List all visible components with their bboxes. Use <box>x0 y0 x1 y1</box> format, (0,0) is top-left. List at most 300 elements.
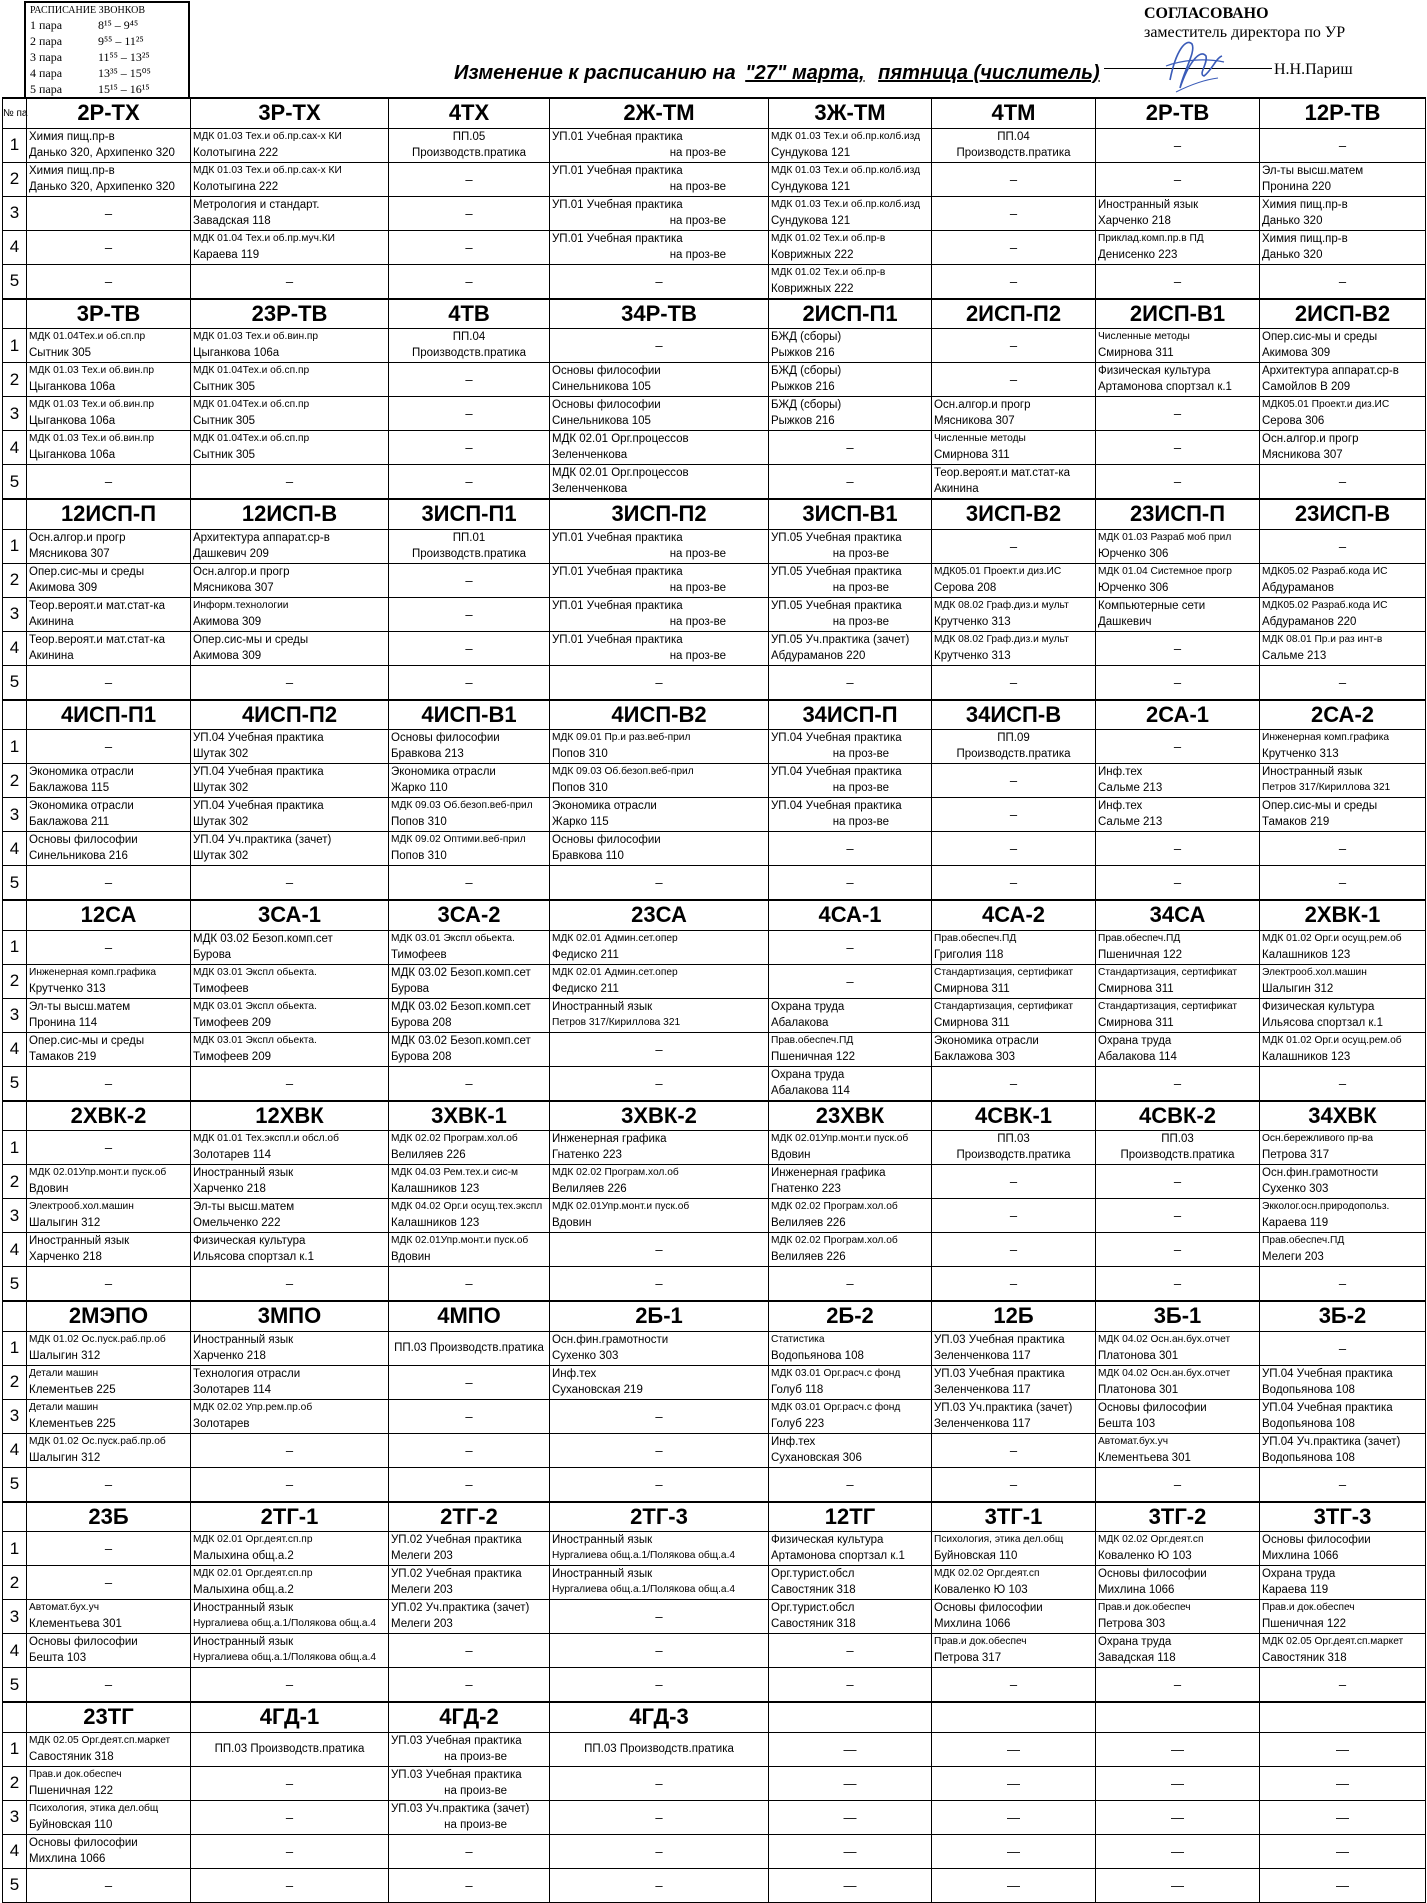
teacher-room: на проз-ве <box>832 581 889 594</box>
pair-row <box>3 631 1426 665</box>
teacher-room: Бешта 103 <box>29 1652 87 1664</box>
empty-slot: – <box>1173 1208 1182 1223</box>
teacher-room: Зеленченкова 117 <box>934 1417 1031 1430</box>
schedule-cell <box>27 1800 191 1834</box>
subject-name: Экономика отрасли <box>29 800 134 812</box>
subject-name: УП.02 Учебная практика <box>391 1534 522 1546</box>
teacher-room: Золотарев 114 <box>193 1383 272 1396</box>
schedule-cell <box>389 665 550 700</box>
empty-slot: – <box>285 1276 294 1291</box>
schedule-cell <box>389 431 550 465</box>
group-name: 34СА <box>1096 900 1260 930</box>
schedule-cell <box>389 930 550 964</box>
subject-name: Инф.тех <box>771 1435 816 1448</box>
subject-name: УП.03 Учебная практика <box>934 1367 1065 1380</box>
schedule-cell <box>769 329 932 363</box>
empty-slot: – <box>1338 1476 1347 1492</box>
group-name <box>1096 1702 1260 1732</box>
schedule-cell <box>1260 1131 1426 1165</box>
pair-number: 5 <box>3 866 27 901</box>
subject-name: Осн.алгор.и прогр <box>1262 433 1359 445</box>
schedule-cell <box>550 597 769 631</box>
empty-slot: – <box>465 674 473 690</box>
teacher-room: Серова 306 <box>1262 415 1325 427</box>
subject-name: МДК 01.02 Ос.пуск.раб.пр.об <box>29 1435 166 1447</box>
empty-slot: – <box>655 1075 663 1091</box>
schedule-cell <box>1260 162 1426 196</box>
schedule-cell <box>769 162 932 196</box>
empty-slot: – <box>285 1476 294 1492</box>
schedule-cell <box>769 1032 932 1066</box>
subject-name: ПП.03 <box>997 1133 1030 1145</box>
group-name: 3ИСП-П2 <box>550 499 769 529</box>
empty-slot: – <box>465 875 473 890</box>
bell-pair: 4 пара <box>30 66 63 80</box>
teacher-room: Коваленко Ю 103 <box>934 1584 1028 1596</box>
empty-slot: – <box>465 372 473 387</box>
schedule-cell <box>769 1199 932 1233</box>
schedule-cell <box>769 264 932 299</box>
teacher-room: Смирнова 311 <box>934 982 1010 995</box>
empty-slot: – <box>846 973 854 989</box>
subject-name: Экономика отрасли <box>29 766 134 778</box>
schedule-cell <box>550 162 769 196</box>
empty-slot: – <box>846 1677 854 1692</box>
subject-name: МДК 03.01 Экспл обьекта. <box>193 1000 317 1012</box>
title-date: "27" марта, <box>745 62 865 84</box>
empty-slot: – <box>1338 875 1347 890</box>
subject-name: Прав.и док.обеспеч <box>29 1768 122 1780</box>
schedule-cell <box>27 764 191 798</box>
subject-name: МДК 01.02 Тех.и об.пр-в <box>771 266 886 278</box>
empty-slot: – <box>655 1476 663 1492</box>
empty-slot: – <box>846 939 854 955</box>
subject-name: Прав.и док.обеспеч <box>1262 1602 1355 1613</box>
group-name: 34ИСП-В <box>932 700 1096 730</box>
subject-name: Стандартизация, сертификат <box>1098 966 1238 978</box>
teacher-room: Голуб 118 <box>771 1383 824 1396</box>
subject-name: МДК 09.02 Оптими.веб-прил <box>391 834 526 845</box>
subject-name: МДК 04.02 Осн.ан.бух.отчет <box>1098 1333 1231 1345</box>
bell-row <box>30 81 184 97</box>
empty-slot: — <box>843 1809 857 1825</box>
group-name: 4ИСП-П1 <box>27 700 191 730</box>
pair-row <box>3 730 1426 764</box>
teacher-room: Сухановская 219 <box>552 1383 643 1396</box>
empty-slot: – <box>1009 841 1018 856</box>
bell-pair: 3 пара <box>30 50 63 64</box>
subject-name: Основы философии <box>29 834 138 846</box>
empty-slot: – <box>1338 1340 1347 1356</box>
schedule-cell <box>191 431 389 465</box>
group-name: 12ХВК <box>191 1101 389 1131</box>
subject-name: УП.01 Учебная практика <box>552 164 683 177</box>
schedule-cell <box>191 597 389 631</box>
pair-number: 1 <box>3 1532 27 1566</box>
subject-name: МДК 09.03 Об.безоп.веб-прил <box>552 766 694 777</box>
schedule-cell <box>932 1199 1096 1233</box>
schedule-cell <box>27 1732 191 1766</box>
schedule-cell <box>932 1131 1096 1165</box>
empty-slot: – <box>1173 1476 1182 1492</box>
teacher-room: Синельникова 105 <box>552 381 651 393</box>
subject-name: Информ.технологии <box>193 599 289 611</box>
pair-row <box>3 465 1426 500</box>
pair-number: 2 <box>3 1165 27 1199</box>
schedule-cell <box>550 1732 769 1766</box>
empty-slot: – <box>655 1877 663 1893</box>
teacher-room: Савостяник 318 <box>29 1750 114 1763</box>
empty-slot: – <box>104 205 113 221</box>
empty-slot: – <box>1009 773 1018 788</box>
schedule-cell <box>191 1267 389 1302</box>
teacher-room: Бравкова 213 <box>391 748 464 760</box>
schedule-cell <box>932 1365 1096 1399</box>
teacher-room: Платонова 301 <box>1098 1349 1179 1362</box>
schedule-cell <box>769 764 932 798</box>
schedule-cell <box>932 1433 1096 1467</box>
subject-name: УП.05 Учебная практика <box>771 565 902 578</box>
schedule-cell <box>550 832 769 866</box>
group-name: 3Б-2 <box>1260 1301 1426 1331</box>
subject-name: МДК 01.03 Тех.и об.пр.колб.изд <box>771 130 921 142</box>
subject-name: МДК 01.02 Тех.и об.пр-в <box>771 232 886 244</box>
teacher-room: Велиляев 226 <box>552 1183 627 1195</box>
schedule-cell <box>389 1566 550 1600</box>
schedule-cell <box>769 397 932 431</box>
empty-slot: — <box>1007 1809 1020 1825</box>
empty-slot: – <box>1173 1075 1182 1091</box>
teacher-room: Вдовин <box>771 1149 811 1161</box>
title-suffix: пятница (числитель) <box>878 62 1100 84</box>
pair-number: 1 <box>3 1732 27 1766</box>
pair-number: 3 <box>3 397 27 431</box>
schedule-cell <box>550 998 769 1032</box>
pair-number: 3 <box>3 196 27 230</box>
teacher-room: Зеленченкова <box>552 449 628 461</box>
teacher-room: Караева 119 <box>193 248 260 261</box>
subject-name: Охрана труда <box>1098 1034 1172 1047</box>
schedule-cell <box>1260 230 1426 264</box>
subject-name: МДК 04.02 Осн.ан.бух.отчет <box>1098 1367 1231 1379</box>
subject-name: Иностранный язык <box>1098 198 1199 211</box>
subject-name: Основы философии <box>1262 1534 1371 1546</box>
approval-position: заместитель директора по УР <box>1144 24 1346 41</box>
schedule-cell <box>550 1634 769 1668</box>
subject-name: МДК 01.04Тех.и об.сп.пр <box>193 365 310 376</box>
schedule-cell <box>27 832 191 866</box>
subject-name: ПП.03 <box>1161 1133 1194 1145</box>
schedule-cell <box>1260 764 1426 798</box>
teacher-room: Нургалиева общ.а.1/Полякова общ.а.4 <box>552 1584 736 1595</box>
schedule-cell <box>389 1634 550 1668</box>
empty-slot: – <box>1009 875 1018 890</box>
schedule-cell <box>191 1868 389 1902</box>
group-name: 2ИСП-В2 <box>1260 299 1426 329</box>
teacher-room: Коврижных 222 <box>771 248 854 261</box>
subject-name: Численные методы <box>1098 331 1190 342</box>
schedule-cell <box>389 196 550 230</box>
subject-name: Архитектура аппарат.ср-в <box>1262 365 1399 377</box>
teacher-room: Харченко 218 <box>193 1183 266 1195</box>
schedule-cell <box>769 1834 932 1868</box>
subject-name: Охрана труда <box>771 1068 845 1081</box>
subject-name: Опер.сис-мы и среды <box>1262 800 1378 812</box>
schedule-cell <box>1096 665 1260 700</box>
teacher-room: Тамаков 219 <box>29 1050 97 1063</box>
group-name: 4ТХ <box>389 98 550 128</box>
pair-number: 4 <box>3 631 27 665</box>
subject-name: Охрана труда <box>1262 1568 1336 1580</box>
schedule-cell <box>932 798 1096 832</box>
subject-name: Прав.обеспеч.ПД <box>1262 1235 1345 1246</box>
teacher-room: Ильясова спортзал к.1 <box>193 1251 315 1263</box>
bell-pair: 5 пара <box>30 82 63 96</box>
empty-slot: – <box>465 406 473 421</box>
subject-name: Иностранный язык <box>193 1636 294 1648</box>
empty-slot: – <box>465 205 473 221</box>
group-name: 3СА-1 <box>191 900 389 930</box>
teacher-room: Харченко 218 <box>1098 214 1171 227</box>
teacher-room: Абдураманов <box>1262 581 1335 594</box>
teacher-room: Калашников 123 <box>391 1183 480 1195</box>
schedule-cell <box>389 798 550 832</box>
schedule-cell <box>550 465 769 500</box>
subject-name: Химия пищ.пр-в <box>29 164 115 177</box>
schedule-cell <box>27 1066 191 1101</box>
group-name: 2СА-2 <box>1260 700 1426 730</box>
teacher-room: Бешта 103 <box>1098 1417 1156 1430</box>
schedule-cell <box>550 1800 769 1834</box>
teacher-room: Крутченко 313 <box>934 615 1011 628</box>
group-header-row <box>3 499 1426 529</box>
group-name: 34Р-ТВ <box>550 299 769 329</box>
subject-name: БЖД (сборы) <box>771 365 842 377</box>
pair-number: 4 <box>3 1433 27 1467</box>
empty-slot: – <box>465 606 473 622</box>
schedule-cell <box>389 1766 550 1800</box>
schedule-cell <box>769 529 932 563</box>
schedule-cell <box>1096 798 1260 832</box>
subject-name: Охрана труда <box>1098 1636 1172 1648</box>
group-header-row <box>3 1101 1426 1131</box>
empty-slot: — <box>1336 1809 1349 1825</box>
schedule-cell <box>27 1834 191 1868</box>
teacher-room: Клементьева 301 <box>1098 1451 1191 1464</box>
schedule-cell <box>389 1032 550 1066</box>
empty-slot: – <box>1338 841 1347 856</box>
schedule-cell <box>191 1032 389 1066</box>
teacher-room: Нургалиева общ.а.1/Полякова общ.а.4 <box>552 1550 736 1561</box>
schedule-cell <box>550 1467 769 1502</box>
empty-slot: – <box>655 1677 663 1692</box>
schedule-cell <box>1096 866 1260 901</box>
teacher-room: Сундукова 121 <box>771 214 851 227</box>
pair-number-header <box>3 1301 27 1331</box>
subject-name: Психология, этика дел.общ <box>29 1802 159 1814</box>
schedule-cell <box>1260 1732 1426 1766</box>
schedule-cell <box>191 866 389 901</box>
teacher-room: Сундукова 121 <box>771 180 851 193</box>
schedule-cell <box>27 1365 191 1399</box>
teacher-room: Бурова 208 <box>391 1016 452 1029</box>
pair-number: 4 <box>3 832 27 866</box>
schedule-cell <box>27 1467 191 1502</box>
group-name: 4СА-2 <box>932 900 1096 930</box>
pair-row <box>3 162 1426 196</box>
empty-slot: – <box>104 1075 113 1091</box>
schedule-cell <box>932 1566 1096 1600</box>
empty-slot: – <box>1009 372 1018 387</box>
group-name: 2Б-1 <box>550 1301 769 1331</box>
schedule-cell <box>550 1433 769 1467</box>
teacher-room: Мелеги 203 <box>391 1584 453 1596</box>
schedule-cell <box>769 665 932 700</box>
schedule-cell <box>1096 964 1260 998</box>
subject-name: Стандартизация, сертификат <box>934 1000 1074 1012</box>
subject-name: Осн.алгор.и прогр <box>29 531 126 544</box>
subject-name: МДК 02.05 Орг.деят.сп.маркет <box>29 1734 171 1746</box>
teacher-room: Абалакова <box>771 1016 829 1029</box>
group-name: 3ХВК-1 <box>389 1101 550 1131</box>
schedule-cell <box>550 798 769 832</box>
schedule-cell <box>1260 1766 1426 1800</box>
schedule-cell <box>1096 397 1260 431</box>
pair-row <box>3 1131 1426 1165</box>
subject-name: Основы философии <box>29 1836 138 1849</box>
subject-name: Охрана труда <box>771 1000 845 1013</box>
schedule-cell <box>769 798 932 832</box>
schedule-cell <box>1260 529 1426 563</box>
schedule-cell <box>1096 1800 1260 1834</box>
schedule-cell <box>769 563 932 597</box>
schedule-cell <box>550 764 769 798</box>
schedule-cell <box>769 866 932 901</box>
empty-slot: – <box>465 171 473 187</box>
subject-name: ПП.04 <box>452 331 486 343</box>
teacher-room: Рыжков 216 <box>771 381 835 393</box>
pair-number: 1 <box>3 930 27 964</box>
subject-name: МДК 01.04Тех.и об.сп.пр <box>193 399 310 410</box>
schedule-cell <box>769 1800 932 1834</box>
pair-number: 5 <box>3 465 27 500</box>
empty-slot: – <box>1338 538 1347 554</box>
schedule-cell <box>550 1399 769 1433</box>
schedule-cell <box>550 529 769 563</box>
schedule-cell <box>27 397 191 431</box>
schedule-cell <box>1096 1600 1260 1634</box>
subject-name: Технология отрасли <box>193 1367 301 1380</box>
schedule-cell <box>389 1365 550 1399</box>
teacher-room: Сальме 213 <box>1098 816 1163 828</box>
empty-slot: – <box>1009 1677 1018 1692</box>
subject-name: Основы философии <box>552 834 661 846</box>
schedule-cell <box>191 1165 389 1199</box>
pair-number-header <box>3 499 27 529</box>
schedule-cell <box>932 1800 1096 1834</box>
pair-row <box>3 1199 1426 1233</box>
subject-name: Осн.алгор.и прогр <box>934 399 1031 411</box>
pair-number: 2 <box>3 964 27 998</box>
schedule-table <box>2 97 1426 1903</box>
schedule-cell <box>1096 1668 1260 1703</box>
pair-number-header <box>3 700 27 730</box>
empty-slot: – <box>285 1442 294 1458</box>
group-name: 4ИСП-П2 <box>191 700 389 730</box>
schedule-cell <box>769 832 932 866</box>
schedule-cell <box>1096 1467 1260 1502</box>
schedule-cell <box>191 1399 389 1433</box>
group-name: 4ТВ <box>389 299 550 329</box>
subject-name: Орг.турист.обсл <box>771 1568 855 1580</box>
teacher-room: Цыганкова 106а <box>193 347 280 359</box>
schedule-cell <box>1096 465 1260 500</box>
schedule-cell <box>389 363 550 397</box>
schedule-cell <box>27 1532 191 1566</box>
subject-name: Инженерная комп.графика <box>1262 732 1390 743</box>
subject-name: Иностранный язык <box>552 1534 653 1546</box>
schedule-cell <box>932 363 1096 397</box>
schedule-cell <box>27 1165 191 1199</box>
empty-slot: – <box>285 1809 294 1825</box>
schedule-cell <box>1260 128 1426 162</box>
schedule-cell <box>550 631 769 665</box>
teacher-room: Дашкевич 209 <box>193 547 269 560</box>
schedule-cell <box>1260 1868 1426 1902</box>
subject-name: Электрооб.хол.машин <box>29 1201 134 1212</box>
schedule-cell <box>27 631 191 665</box>
pair-number: 2 <box>3 563 27 597</box>
teacher-room: Смирнова 311 <box>1098 982 1174 995</box>
schedule-cell <box>550 930 769 964</box>
empty-slot: – <box>1338 1075 1347 1091</box>
teacher-room: Золотарев 114 <box>193 1149 272 1161</box>
schedule-cell <box>769 1433 932 1467</box>
teacher-room: Дашкевич <box>1098 615 1152 628</box>
schedule-cell <box>27 230 191 264</box>
schedule-cell <box>1260 1331 1426 1365</box>
subject-name: Осн.алгор.и прогр <box>193 565 290 578</box>
subject-name: МДК 01.02 Орг.и осущ.рем.об <box>1262 932 1402 944</box>
empty-slot: – <box>655 1643 663 1658</box>
subject-name: Физическая культура <box>771 1534 884 1546</box>
empty-slot: – <box>104 1877 113 1893</box>
teacher-room: Сухенко 303 <box>1262 1183 1329 1195</box>
teacher-room: Бравкова 110 <box>552 850 624 862</box>
group-name: 12Б <box>932 1301 1096 1331</box>
subject-name: МДК 02.01 Орг.деят.сп.пр <box>193 1534 313 1545</box>
schedule-cell <box>27 529 191 563</box>
subject-name: Архитектура аппарат.ср-в <box>193 531 330 544</box>
subject-name: МДК 09.01 Пр.и раз.веб-прил <box>552 732 691 743</box>
schedule-cell <box>1260 1199 1426 1233</box>
schedule-cell <box>1260 1834 1426 1868</box>
pair-number: 2 <box>3 162 27 196</box>
empty-slot: – <box>285 1877 294 1893</box>
subject-name: Прав.и док.обеспеч <box>934 1636 1027 1647</box>
group-name <box>1260 1702 1426 1732</box>
pair-row <box>3 1433 1426 1467</box>
schedule-cell <box>1096 196 1260 230</box>
group-header-row <box>3 1502 1426 1532</box>
schedule-cell <box>191 964 389 998</box>
schedule-cell <box>769 1732 932 1766</box>
pair-row <box>3 1732 1426 1766</box>
subject-name: МДК 02.01 Админ.сет.опер <box>552 932 678 944</box>
bell-time: 13³⁵ – 15⁰⁵ <box>98 66 151 80</box>
schedule-cell <box>932 1532 1096 1566</box>
pair-row <box>3 1467 1426 1502</box>
